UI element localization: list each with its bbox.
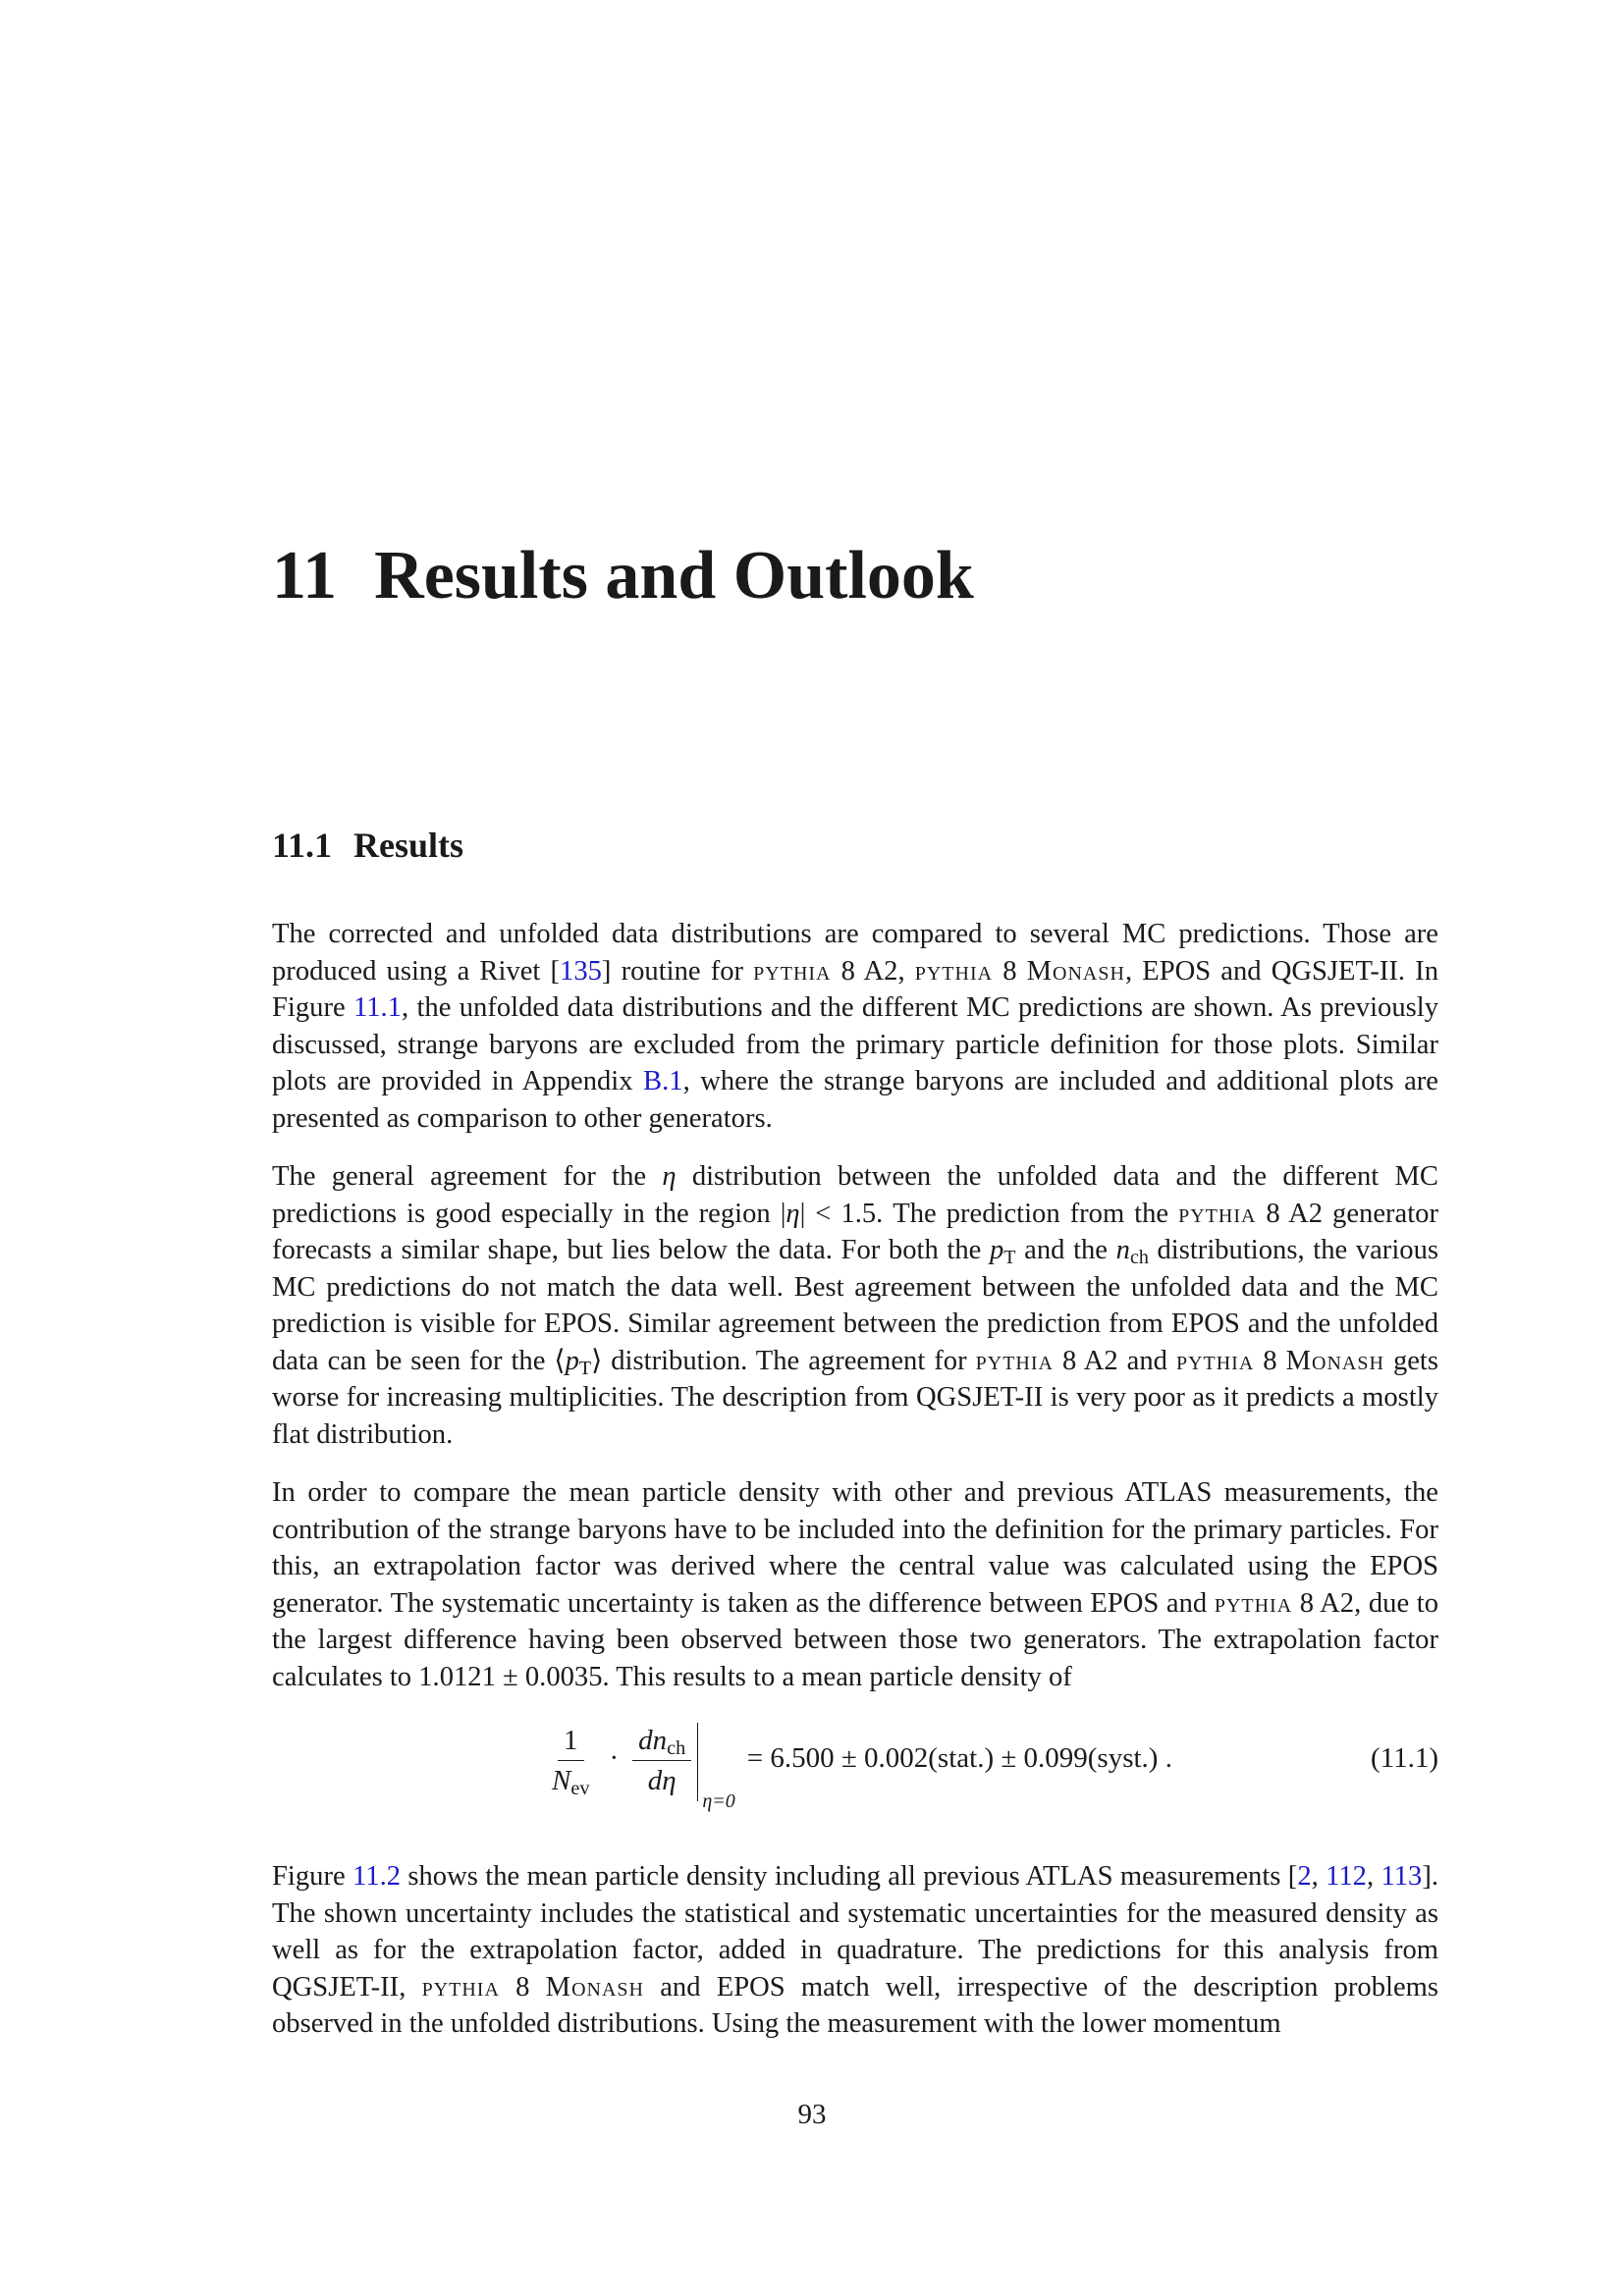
math-subscript: T [1003,1247,1016,1268]
equation-body [542,1723,1172,1821]
text: 8 A2 generator forecasts a similar shape, but lies below the data. For both the [272,1198,1438,1265]
text: , where the strange baryons are included and additional plots are presented as comparison to other generators. [272,1066,1438,1134]
citation-link[interactable]: 113 [1380,1861,1423,1892]
generator-name: pythia [1178,1198,1257,1229]
citation-link[interactable]: 112 [1326,1861,1367,1892]
text: 8 [993,955,1027,987]
fraction-dnch-deta [632,1723,691,1798]
citation-link[interactable]: 135 [560,955,602,987]
math-deta: dη [647,1765,677,1796]
text: , [1311,1861,1326,1892]
math-n: N [552,1765,571,1796]
text: ⟩ distribution. The agreement for [591,1345,976,1376]
text: 8 A2, due to the largest difference having been observed between those two generators. The extrapolation factor calculates to 1.0121 ± 0.0035. This results to a mean particle density of [272,1587,1439,1692]
math-pt: p [989,1235,1004,1265]
equation-rhs: = 6.500 ± 0.002(stat.) ± 0.099(syst.) . [746,1742,1172,1774]
text: , EPOS and QGSJET-II. In Figure [272,955,1438,1023]
math-eta: η [662,1161,677,1192]
text: , the unfolded data distributions and the different MC predictions are shown. As previously discussed, strange baryons are excluded from the primary particle definition for those plots. Similar plots are provided in Appendix [272,992,1438,1096]
math-pt: p [565,1345,579,1376]
generator-name: pythia [421,1971,500,2002]
math-eta: η [785,1198,800,1229]
math-subscript: T [578,1357,592,1379]
text: | < 1.5. The prediction from the [799,1198,1179,1229]
evaluation-point: η=0 [702,1790,735,1812]
text: 8 [499,1971,546,2002]
text: ]. The shown uncertainty includes the statistical and systematic uncertainties for the measured density as well as for the extrapolation factor, added in quadrature. The predictions for this analysis from QGSJET-II, [272,1861,1439,2002]
text: 8 [1254,1345,1286,1376]
generator-name: pythia [1175,1345,1255,1376]
text: The general agreement for the [272,1161,663,1192]
math-subscript: ev [570,1778,590,1799]
text: , [1366,1861,1381,1892]
page-number: 93 [797,2099,827,2130]
body-text [272,916,1438,2064]
fraction-denominator [546,1761,596,1798]
generator-name: pythia [1214,1587,1293,1619]
generator-name: pythia [914,955,994,987]
generator-name: pythia [753,955,832,987]
fraction-numerator [632,1723,691,1761]
text: and the [1015,1235,1116,1265]
text: 8 A2 and [1053,1345,1176,1376]
appendix-link[interactable]: B.1 [643,1066,683,1096]
text: shows the mean particle density including all previous ATLAS measurements [ [401,1861,1298,1892]
text: 8 A2, [831,955,915,987]
paragraph-2 [272,1158,1438,1453]
math-dn: dn [638,1725,668,1756]
section-title-text: Results [353,826,464,865]
equation-number: (11.1) [1371,1742,1438,1774]
tune-name: Monash [1026,955,1125,987]
paragraph-3 [272,1474,1438,1695]
math-nch: n [1115,1235,1130,1265]
chapter-title-text: Results and Outlook [374,538,974,614]
paragraph-1 [272,916,1438,1137]
evaluation-bar [697,1723,698,1801]
text: gets worse for increasing multiplicities. The description from QGSJET-II is very poor as it predicts a mostly flat distribution. [272,1345,1439,1450]
tune-name: Monash [1285,1345,1384,1376]
chapter-title [272,538,974,614]
chapter-number: 11 [272,538,338,614]
paragraph-4 [272,1858,1438,2043]
text: Figure [272,1861,353,1892]
equation-11-1 [272,1717,1438,1835]
math-subscript: ch [1129,1247,1149,1268]
text: The corrected and unfolded data distributions are compared to several MC predictions. Those are produced using a Rivet [ [272,919,1438,987]
generator-name: pythia [975,1345,1054,1376]
text: distribution between the unfolded data and the different MC predictions is good especially in the region | [272,1161,1439,1229]
tune-name: Monash [545,1971,644,2002]
fraction-numerator: 1 [558,1723,584,1761]
figure-link[interactable]: 11.2 [352,1861,402,1892]
fraction-one-over-nev [546,1723,596,1798]
citation-link[interactable]: 2 [1297,1861,1312,1892]
text: In order to compare the mean particle density with other and previous ATLAS measurements, the contribution of the strange baryons have to be included into the definition for the primary particles. For this, an extrapolation factor was derived where the central value was calculated using the EPOS generator. The systematic uncertainty is taken as the difference between EPOS and [272,1477,1438,1619]
section-title [272,825,463,866]
text: and EPOS match well, irrespective of the description problems observed in the unfolded distributions. Using the measurement with the lower momentum [272,1971,1439,2039]
math-subscript: ch [667,1737,686,1759]
text: distributions, the various MC predictions do not match the data well. Best agreement between the unfolded data and the MC prediction is visible for EPOS. Similar agreement between the prediction from EPOS and the unfolded data can be seen for the ⟨ [272,1235,1438,1376]
multiplication-dot: · [609,1742,620,1774]
figure-link[interactable]: 11.1 [353,992,402,1023]
section-number: 11.1 [272,826,333,865]
fraction-denominator [642,1761,682,1798]
text: ] routine for [601,955,754,987]
